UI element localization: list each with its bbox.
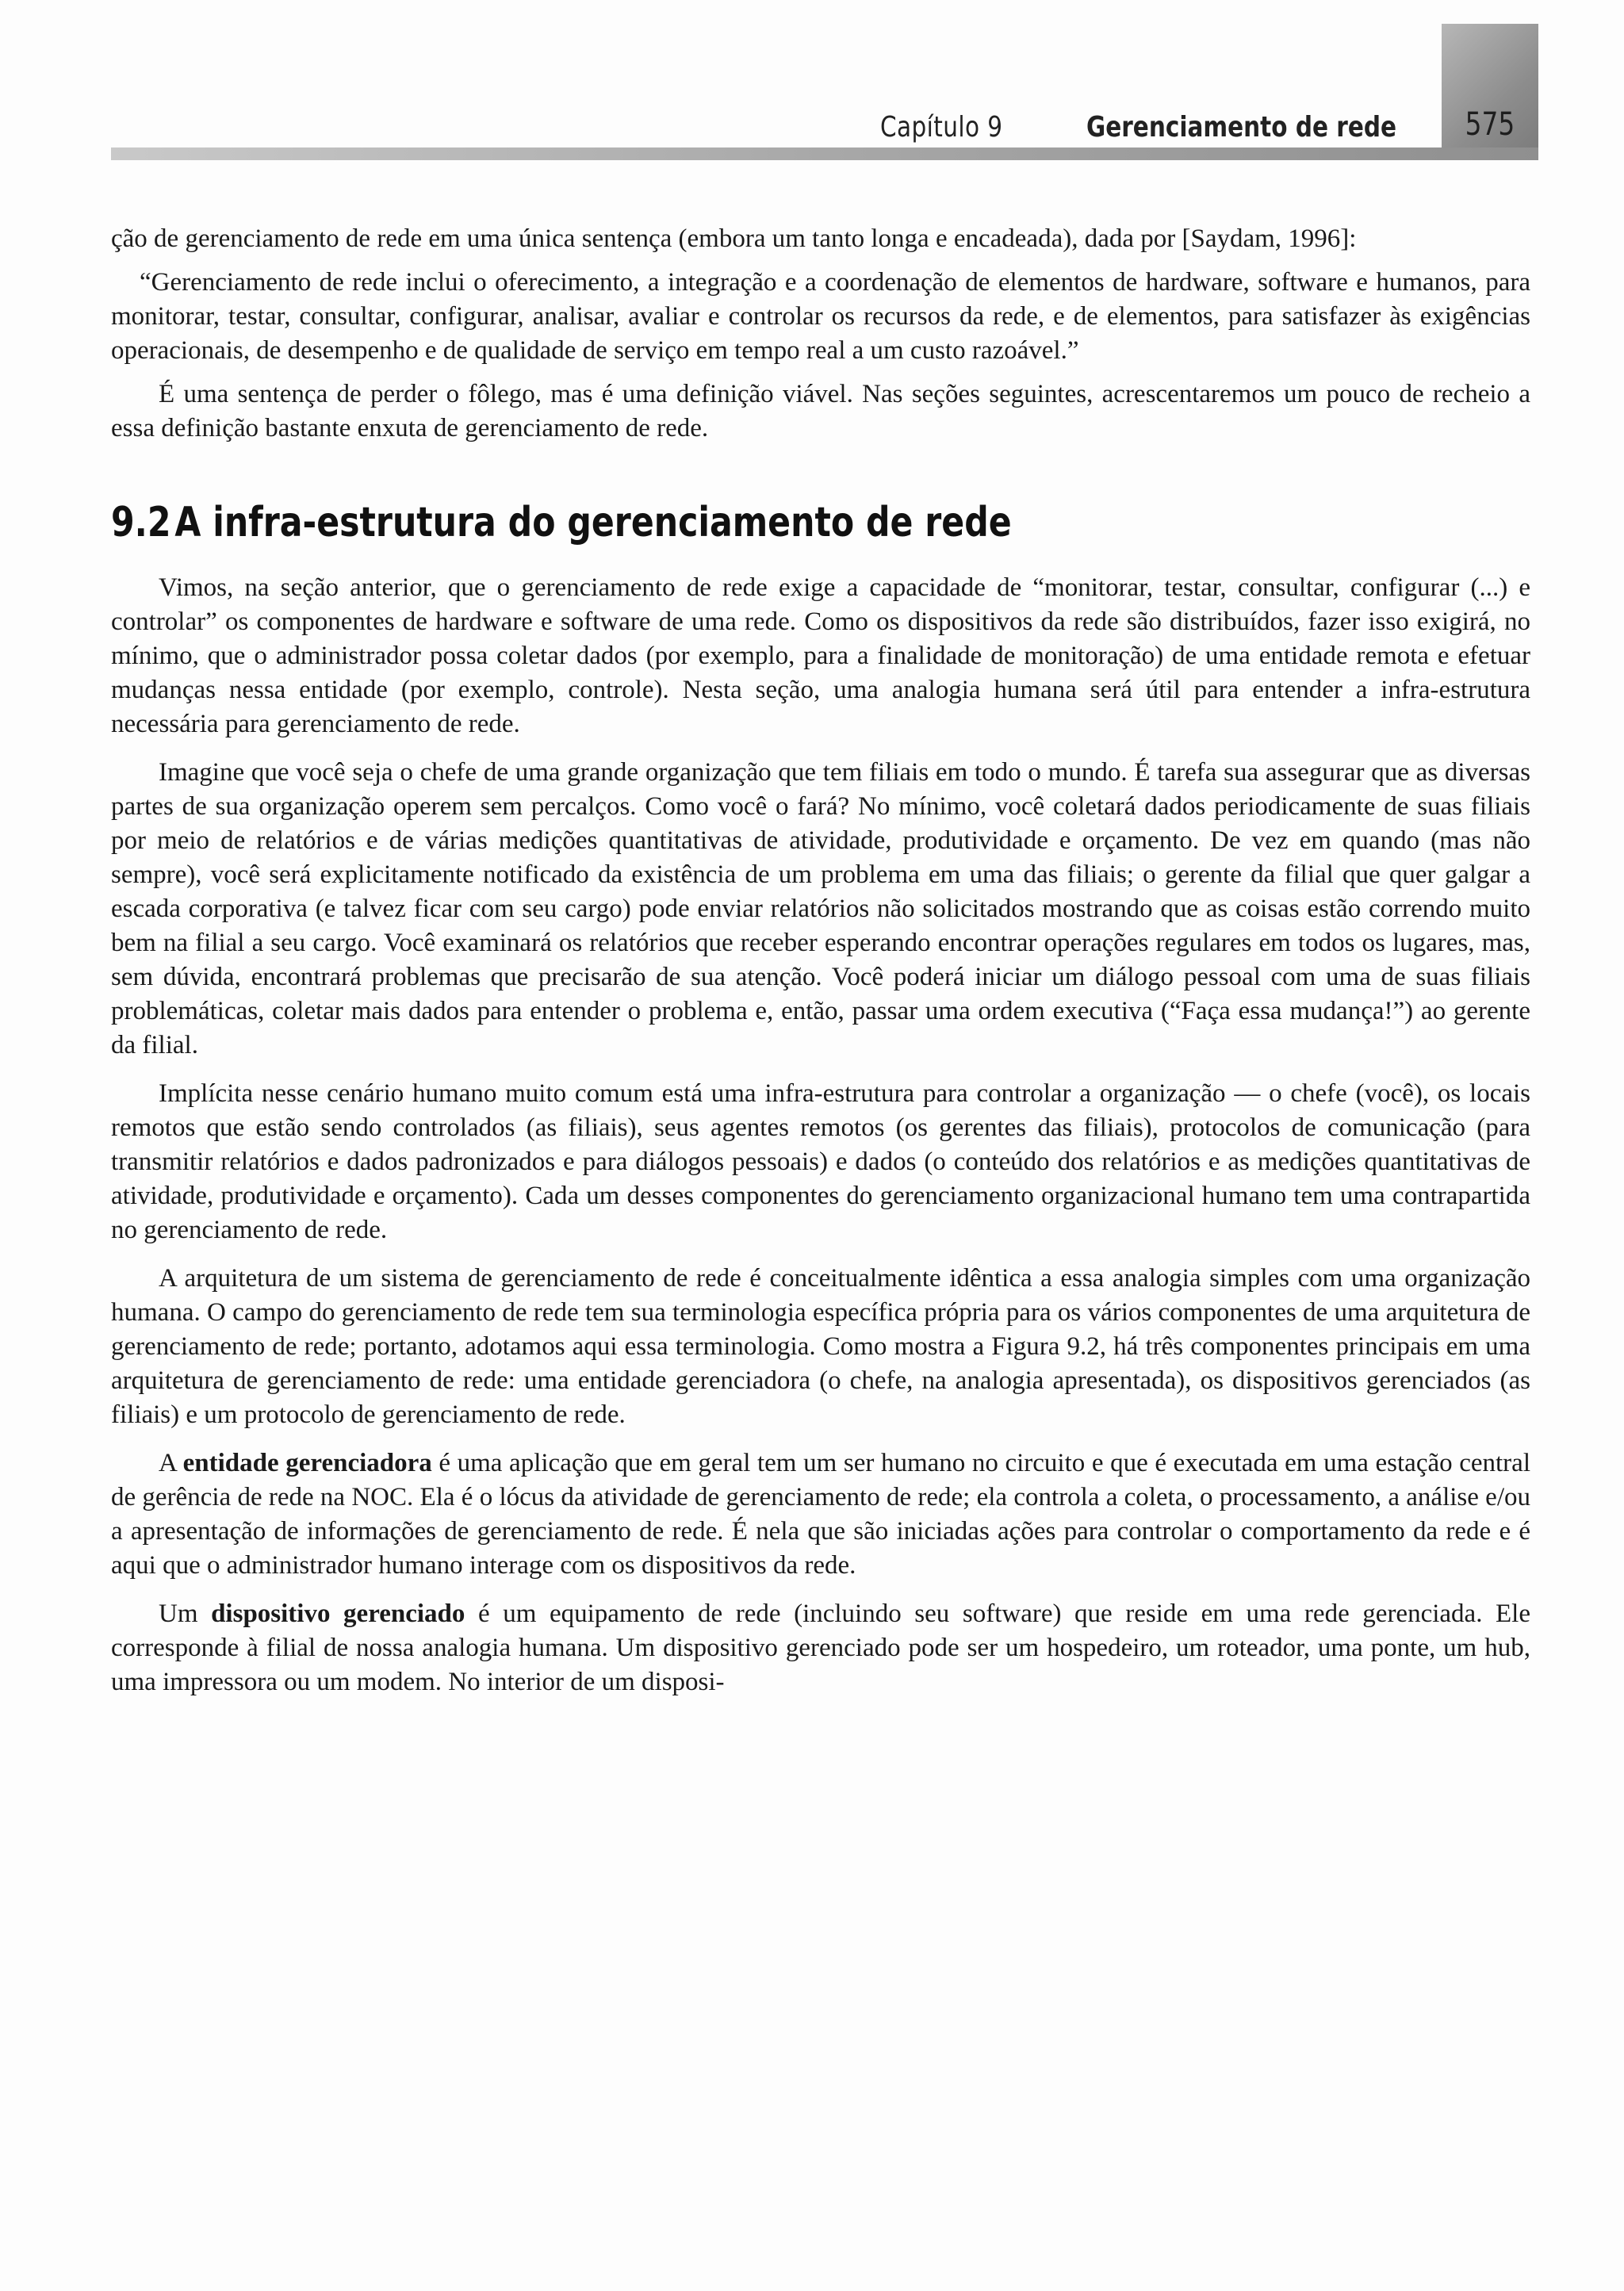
running-header-chapter: Capítulo 9 — [880, 111, 1003, 144]
paragraph: Imagine que você seja o chefe de uma grande organização que tem filiais em todo o mundo. É tarefa sua assegurar que as diversas partes de sua organização operem sem percalços. Como você o fará? No mínimo, você coletará dados periodicamente de suas filiais por meio de relatórios e de várias medições quantitativas de atividade, produtividade e orçamento. De vez em quando (mas não sempre), você será explicitamente notificado da existência de um problema em uma das filiais; o gerente da filial que quer galgar a escada corporativa (e talvez ficar com seu cargo) pode enviar relatórios não solicitados mostrando que as coisas estão correndo muito bem na filial a seu cargo. Você examinará os relatórios que receber esperando encontrar operações regulares em todos os lugares, mas, sem dúvida, encontrará problemas que precisarão de sua atenção. Você poderá iniciar um diálogo pessoal com uma de suas filiais problemáticas, coletar mais dados para entender o problema e, então, passar uma ordem executiva (“Faça essa mudança!”) ao gerente da filial. — [111, 758, 1530, 1059]
text-run: Um — [159, 1599, 212, 1628]
paragraph: A arquitetura de um sistema de gerenciamento de rede é conceitualmente idêntica a essa analogia simples com uma organização humana. O campo do gerenciamento de rede tem sua terminologia específica própria para os vários componentes de uma arquitetura de gerenciamento de rede; portanto, adotamos aqui essa terminologia. Como mostra a Figura 9.2, há três componentes principais em uma arquitetura de gerenciamento de rede: uma entidade gerenciadora (o chefe, na analogia apresentada), os dispositivos gerenciados (as filiais) e um protocolo de gerenciamento de rede. — [111, 1264, 1530, 1429]
term-dispositivo-gerenciado: dispositivo gerenciado — [211, 1599, 465, 1628]
section-heading — [111, 498, 1275, 547]
text-run: A — [159, 1449, 183, 1477]
section-number: 9.2 — [111, 499, 171, 546]
paragraph: Implícita nesse cenário humano muito comum está uma infra-estrutura para controlar a organização — o chefe (você), os locais remotos que estão sendo controlados (as filiais), seus agentes remotos (os gerentes das filiais), protocolos de comunicação (para transmitir relatórios e dados padronizados e para diálogos pessoais) e dados (o conteúdo dos relatórios e as medições quantitativas de atividade, produtividade e orçamento). Cada um desses componentes do gerenciamento organizacional humano tem uma contrapartida no gerenciamento de rede. — [111, 1079, 1530, 1244]
page-number-tab — [1442, 24, 1538, 160]
header-rule — [111, 147, 1538, 160]
paragraph: É uma sentença de perder o fôlego, mas é uma definição viável. Nas seções seguintes, acrescentaremos um pouco de recheio a essa definição bastante enxuta de gerenciamento de rede. — [111, 380, 1530, 442]
text-run: é um equipamento de rede (incluindo seu software) que reside em uma rede gerenciada. Ele corresponde à filial de nossa analogia humana. Um dispositivo gerenciado pode ser um hospedeiro, um roteador, uma ponte, um hub, uma impressora ou um modem. No interior de um disposi- — [111, 1599, 1530, 1696]
paragraph — [111, 1597, 1530, 1699]
page-number: 575 — [1465, 106, 1515, 143]
term-entidade-gerenciadora: entidade gerenciadora — [182, 1449, 432, 1477]
section-title: A infra-estrutura do gerenciamento de rede — [174, 499, 1012, 546]
running-header-title: Gerenciamento de rede — [1086, 111, 1397, 144]
quotation: “Gerenciamento de rede inclui o oferecimento, a integração e a coordenação de elementos de hardware, software e humanos, para monitorar, testar, consultar, configurar, analisar, avaliar e controlar os recursos da rede, e de elementos, para satisfazer às exigências operacionais, de desempenho e de qualidade de serviço em tempo real a um custo razoável.” — [111, 268, 1530, 365]
text-run: é uma aplicação que em geral tem um ser humano no circuito e que é executada em uma estação central de gerência de rede na NOC. Ela é o lócus da atividade de gerenciamento de rede; ela controla a coleta, o processamento, a análise e/ou a apresentação de informações de gerenciamento de rede. É nela que são iniciadas ações para controlar o comportamento da rede e é aqui que o administrador humano interage com os dispositivos da rede. — [111, 1449, 1530, 1580]
paragraph: Vimos, na seção anterior, que o gerenciamento de rede exige a capacidade de “monitorar, testar, consultar, configurar (...) e controlar” os componentes de hardware e software de uma rede. Como os dispositivos da rede são distribuídos, fazer isso exigirá, no mínimo, que o administrador possa coletar dados (por exemplo, para a finalidade de monitoração) de uma entidade remota e efetuar mudanças nessa entidade (por exemplo, controle). Nesta seção, uma analogia humana será útil para entender a infra-estrutura necessária para gerenciamento de rede. — [111, 573, 1530, 738]
paragraph: ção de gerenciamento de rede em uma única sentença (embora um tanto longa e encadeada), dada por [Saydam, 1996]: — [111, 224, 1357, 253]
page-body — [111, 222, 1530, 1699]
paragraph — [111, 1446, 1530, 1583]
